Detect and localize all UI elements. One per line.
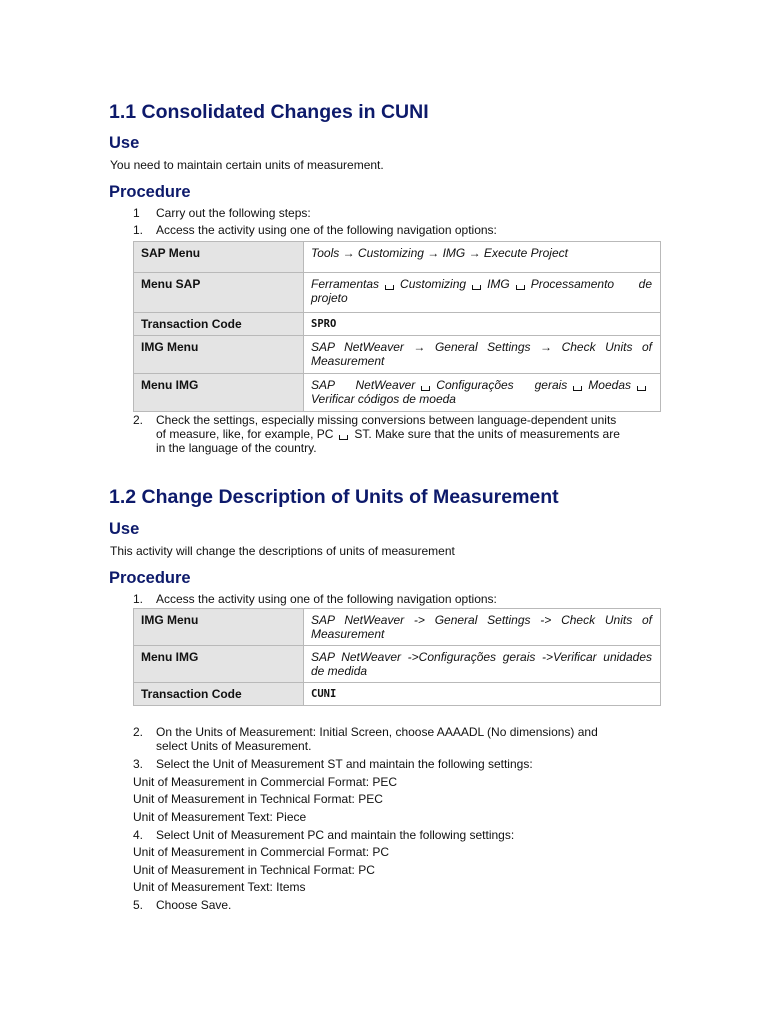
step-number: 3. [133,757,144,771]
step-number: 5. [133,898,144,912]
table-row [134,273,661,313]
step-number: 4. [133,828,144,842]
transaction-code-value: CUNI [304,683,661,706]
table-value-cell: Tools → Customizing → IMG → Execute Project [304,242,661,273]
step-text [156,413,620,455]
table-key-cell: IMG Menu [134,609,304,646]
step-line: Check the settings, especially missing conversions between language-dependent units [156,413,617,427]
step-text [156,725,598,753]
setting-line: Unit of Measurement in Commercial Format: PEC [133,775,398,789]
table-value-cell: SAP NetWeaver → General Settings → Check Units of Measurement [304,336,661,374]
path-part: IMG [487,277,510,291]
step-text: Select the Unit of Measurement ST and maintain the following settings: [156,757,533,771]
procedure-heading-1: Procedure [109,183,191,201]
step-text: Carry out the following steps: [156,206,311,220]
path-part: Customizing [400,277,467,291]
table-key-cell: Transaction Code [134,683,304,706]
setting-line: Unit of Measurement Text: Piece [133,810,307,824]
step-line: select Units of Measurement. [156,739,312,753]
table-row [134,646,661,683]
step-number: 1. [133,592,144,606]
step-number: 2. [133,725,144,739]
section-title-1-1: 1.1 Consolidated Changes in CUNI [109,101,429,123]
step-text: Access the activity using one of the following navigation options: [156,223,497,237]
use-text-2: This activity will change the descriptions of units of measurement [110,544,455,558]
unit-separator-icon [339,435,348,440]
setting-line: Unit of Measurement in Commercial Format: PC [133,845,390,859]
step-number: 1 [133,206,140,220]
step-line: in the language of the country. [156,441,317,455]
use-heading-1: Use [109,134,140,152]
path-part: SAP NetWeaver [311,378,416,392]
path-separator-icon [637,386,646,391]
transaction-code-value: SPRO [304,313,661,336]
table-value-cell: SAP NetWeaver -> General Settings -> Check Units of Measurement [304,609,661,646]
use-text-1: You need to maintain certain units of measurement. [110,158,384,172]
step-text: Access the activity using one of the following navigation options: [156,592,497,606]
step-text: Choose Save. [156,898,232,912]
step-item [133,592,663,606]
setting-line: Unit of Measurement in Technical Format: PEC [133,792,383,806]
step-item [133,898,663,912]
path-separator-icon [573,386,582,391]
table-value-cell: SAP NetWeaver ->Configurações gerais ->Verificar unidades de medida [304,646,661,683]
table-key-cell: Menu SAP [134,273,304,313]
step-item [133,757,663,771]
navigation-table-2 [133,608,661,706]
use-heading-2: Use [109,520,140,538]
table-row [134,683,661,706]
table-row [134,374,661,412]
procedure-heading-2: Procedure [109,569,191,587]
step-line: On the Units of Measurement: Initial Screen, choose AAAADL (No dimensions) and [156,725,598,739]
step-item [133,206,663,220]
table-key-cell: Transaction Code [134,313,304,336]
path-separator-icon [516,285,525,290]
path-separator-icon [472,285,481,290]
path-part: Configurações gerais [436,378,568,392]
table-row [134,242,661,273]
table-row [134,313,661,336]
step-item [133,413,663,457]
path-part: Processamento de projeto [311,277,652,305]
table-key-cell: SAP Menu [134,242,304,273]
path-separator-icon [421,386,430,391]
step-text: Select Unit of Measurement PC and maintain the following settings: [156,828,515,842]
setting-line: Unit of Measurement in Technical Format: PC [133,863,375,877]
path-part: Ferramentas [311,277,380,291]
step-item [133,725,663,753]
table-row [134,609,661,646]
table-key-cell: Menu IMG [134,374,304,412]
section-title-1-2: 1.2 Change Description of Units of Measurement [109,486,559,508]
step-item [133,828,663,842]
table-value-cell [304,374,661,412]
step-number: 2. [133,413,144,427]
navigation-table-1 [133,241,661,412]
table-key-cell: IMG Menu [134,336,304,374]
step-item [133,223,663,237]
table-row [134,336,661,374]
setting-line: Unit of Measurement Text: Items [133,880,306,894]
table-value-cell [304,273,661,313]
table-key-cell: Menu IMG [134,646,304,683]
step-line: of measure, like, for example, PC [156,427,334,441]
path-part: Moedas [588,378,631,392]
path-separator-icon [385,285,394,290]
path-part: Verificar códigos de moeda [311,392,456,406]
step-line: ST. Make sure that the units of measurements are [354,427,620,441]
step-number: 1. [133,223,144,237]
